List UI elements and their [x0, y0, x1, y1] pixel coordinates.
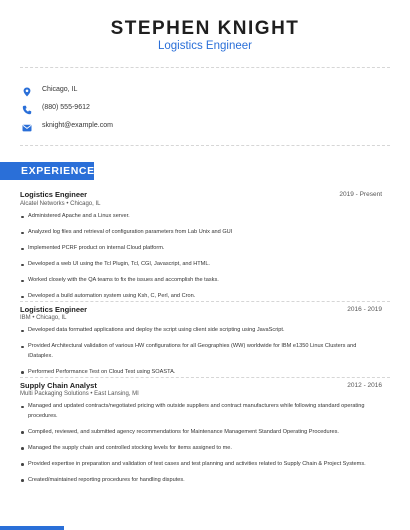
- candidate-role: Logistics Engineer: [158, 40, 252, 52]
- list-item: Developed a build automation system using Ksh, C, Perl, and Cron.: [20, 292, 372, 302]
- job-divider: [20, 301, 390, 302]
- list-item: Developed data formatted applications and deploy the script using client side scripting using JavaScript.: [20, 326, 372, 336]
- list-item: Provided Architectural validation of various HW configurations for all Geographies (WW) worldwide for IBM e1350 Linux Clusters and iDataplex.: [20, 342, 372, 361]
- job-bullets: [20, 326, 372, 377]
- email-icon: [22, 120, 32, 130]
- job-bullets: [20, 402, 372, 485]
- contact-location-text: Chicago, IL: [42, 85, 78, 93]
- job-org: Alcatel Networks • Chicago, IL: [20, 201, 101, 207]
- header-divider: [20, 67, 390, 68]
- list-item: Implemented PCRF product on internal Cloud platform.: [20, 244, 372, 254]
- contact-divider: [20, 145, 390, 146]
- job-org: IBM • Chicago, IL: [20, 315, 67, 321]
- list-item: Developed a web UI using the Tcl Plugin, Tcl, CGI, Javascript, and HTML.: [20, 260, 372, 270]
- job-title: Logistics Engineer: [20, 305, 88, 314]
- job-dates: 2016 - 2019: [347, 306, 382, 313]
- phone-icon: [22, 102, 32, 112]
- contact-email[interactable]: [22, 118, 113, 132]
- candidate-name: STEPHEN KNIGHT: [110, 18, 300, 39]
- job-dates: 2019 - Present: [339, 191, 382, 198]
- list-item: Analyzed log files and retrieval of configuration parameters from Lab Unix and GUI: [20, 228, 372, 238]
- list-item: Provided expertise in preparation and validation of test cases and test planning and activities related to Supply Chain & Project Systems.: [20, 460, 372, 470]
- list-item: Compiled, reviewed, and submitted agency recommendations for Maintenance Management Standard Operating Procedures.: [20, 428, 372, 438]
- list-item: Performed Performance Test on Cloud Test using SOASTA.: [20, 368, 372, 378]
- job-org: Multi Packaging Solutions • East Lansing, MI: [20, 391, 139, 397]
- job-divider: [20, 377, 390, 378]
- job-title: Supply Chain Analyst: [20, 381, 97, 390]
- location-pin-icon: [22, 84, 32, 94]
- list-item: Managed the supply chain and controlled stocking levels for items assigned to me.: [20, 444, 372, 454]
- contact-phone: [22, 100, 90, 114]
- job-dates: 2012 - 2016: [347, 382, 382, 389]
- list-item: Managed and updated contracts/negotiated pricing with outside suppliers and contract manufacturers while following standard operating procedures.: [20, 402, 372, 421]
- list-item: Worked closely with the QA teams to fix the issues and accomplish the tasks.: [20, 276, 372, 286]
- section-title: EXPERIENCE: [21, 165, 95, 177]
- experience-section-header: [0, 162, 94, 180]
- list-item: Created/maintained reporting procedures for handling disputes.: [20, 476, 372, 486]
- next-section-bar: [0, 526, 64, 530]
- list-item: Administered Apache and a Linux server.: [20, 212, 372, 222]
- job-bullets: [20, 212, 372, 302]
- job-title: Logistics Engineer: [20, 190, 88, 199]
- contact-location: [22, 82, 77, 96]
- contact-phone-text: (880) 555-9612: [42, 103, 90, 111]
- contact-email-text[interactable]: sknight@example.com: [42, 121, 113, 129]
